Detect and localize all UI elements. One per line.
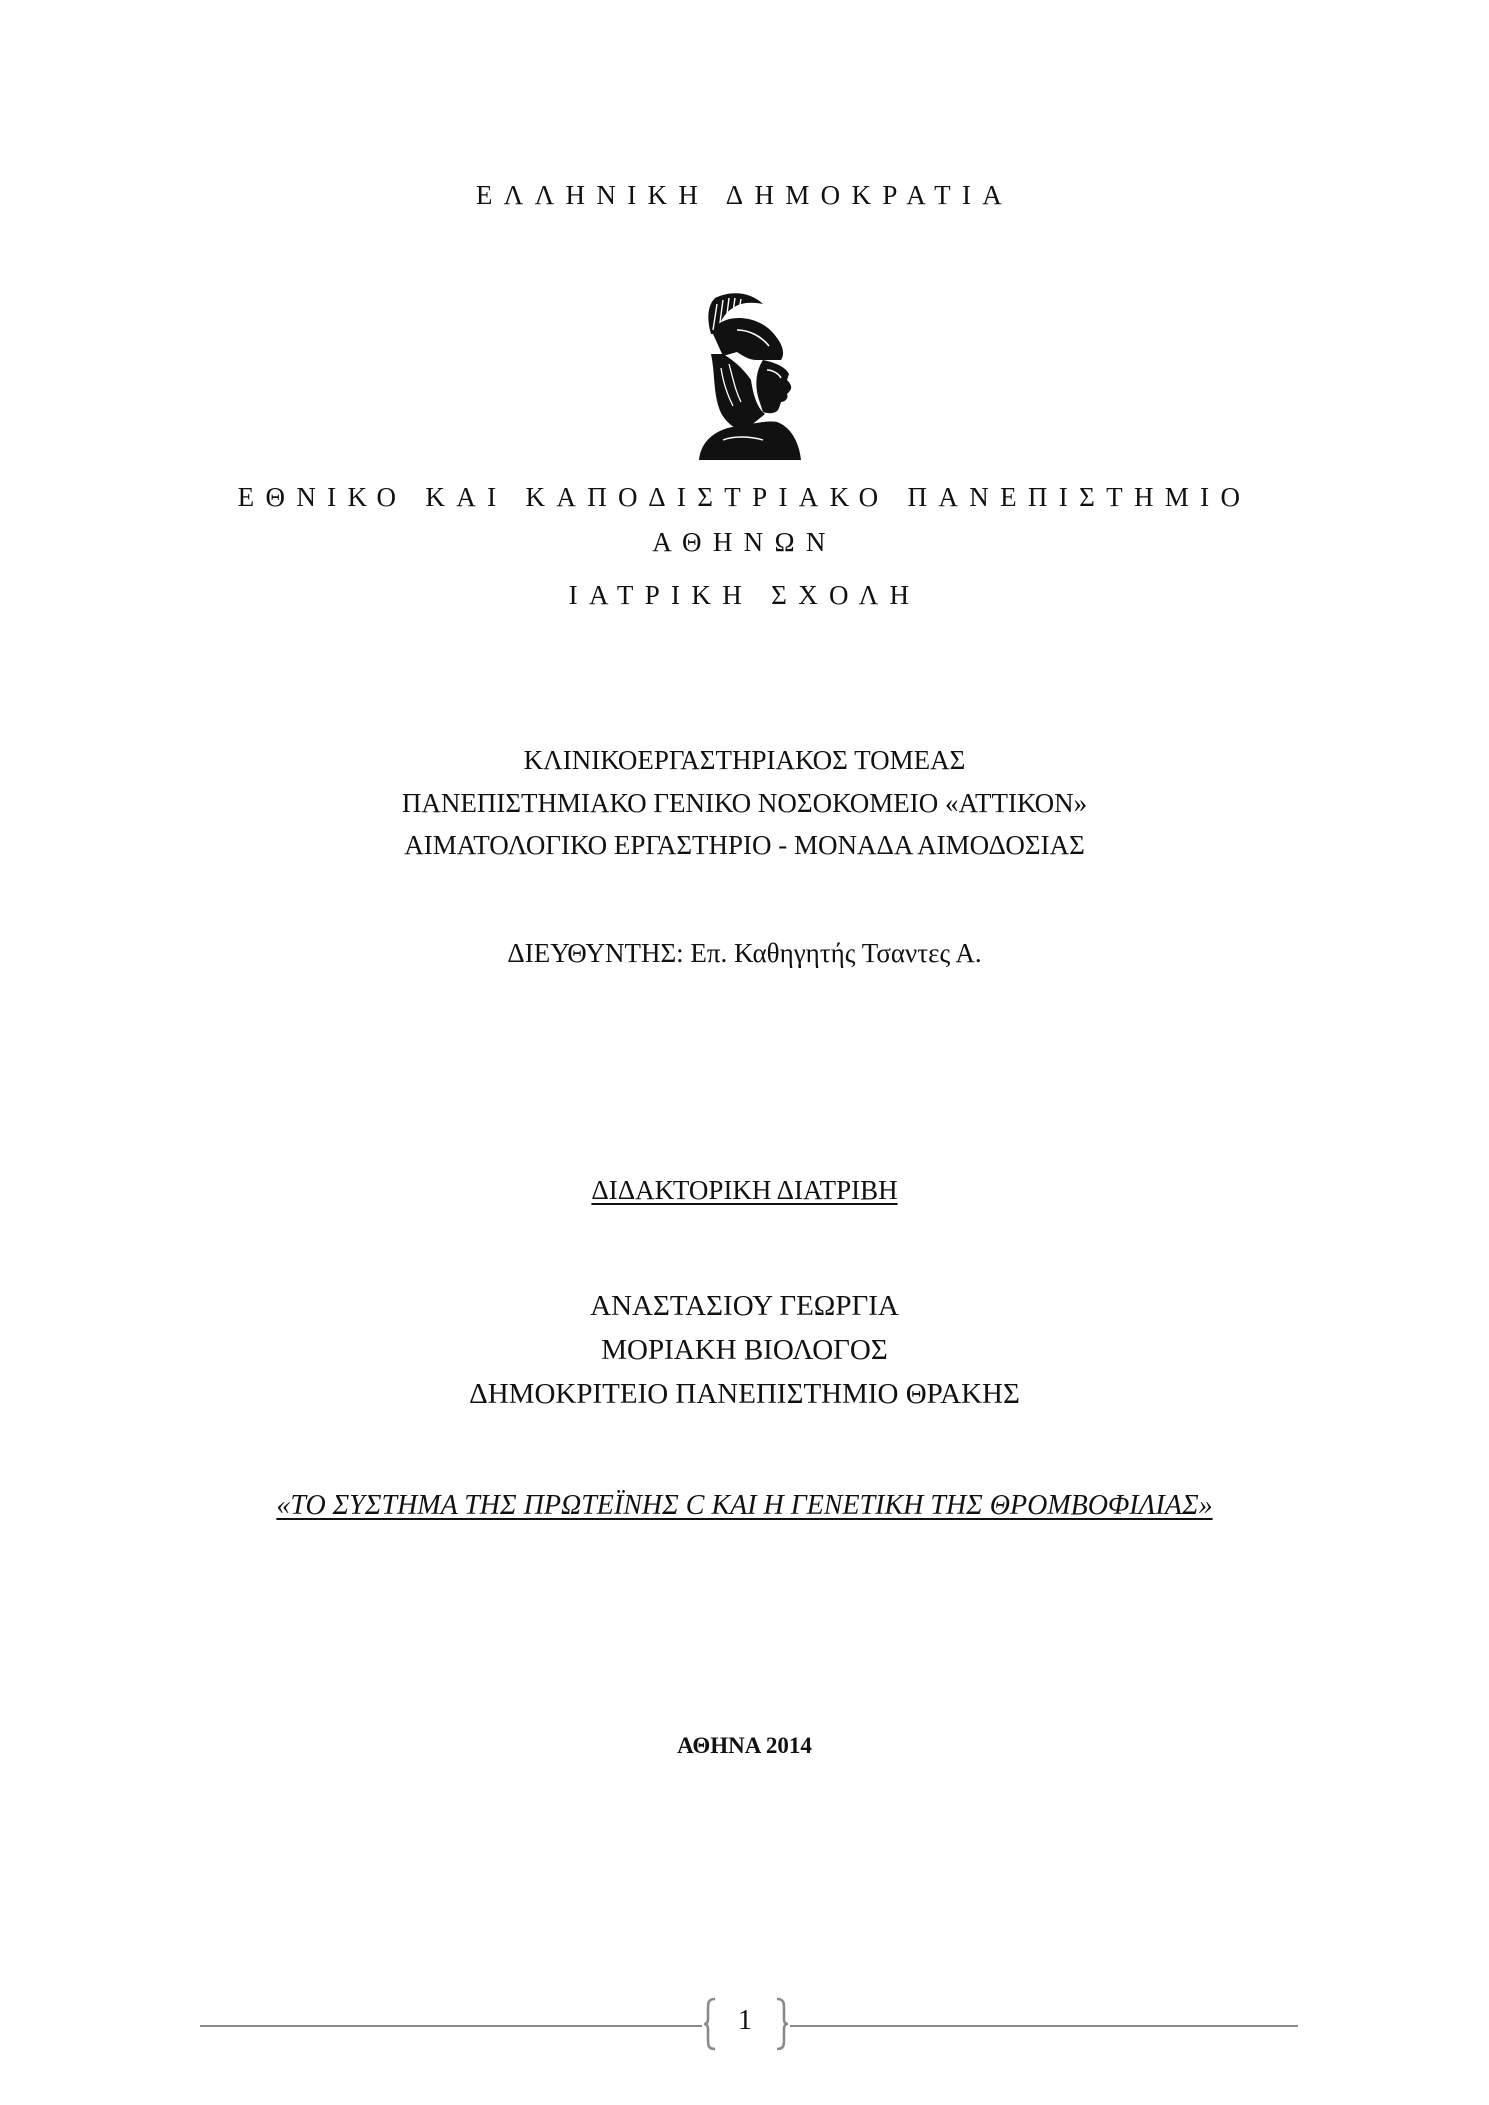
right-brace-icon <box>774 1997 790 2051</box>
author-name: ΑΝΑΣΤΑΣΙΟΥ ΓΕΩΡΓΙΑ <box>590 1290 899 1322</box>
sector-name: ΚΛΙΝΙΚΟΕΡΓΑΣΤΗΡΙΑΚΟΣ ΤΟΜΕΑΣ <box>523 745 966 775</box>
university-name-line2: ΑΘΗΝΩΝ <box>652 527 837 557</box>
thesis-title: «ΤΟ ΣΥΣΤΗΜΑ ΤΗΣ ΠΡΩΤΕΪΝΗΣ C ΚΑΙ Η ΓΕΝΕΤΙΚΗ ΤΗΣ ΘΡΟΜΒΟΦΙΛΙΑΣ» <box>276 1490 1213 1521</box>
footer-rule-right <box>790 2025 1298 2027</box>
author-profession: ΜΟΡΙΑΚΗ ΒΙΟΛΟΓΟΣ <box>601 1334 888 1366</box>
left-brace-icon <box>702 1997 718 2051</box>
university-name-line1: ΕΘΝΙΚΟ ΚΑΙ ΚΑΠΟΔΙΣΤΡΙΑΚΟ ΠΑΝΕΠΙΣΤΗΜΙΟ <box>237 482 1252 512</box>
lab-name: ΑΙΜΑΤΟΛΟΓΙΚΟ ΕΡΓΑΣΤΗΡΙΟ - ΜΟΝΑΔΑ ΑΙΜΟΔΟΣΙΑΣ <box>404 830 1085 860</box>
thesis-type-heading: ΔΙΔΑΚΤΟΡΙΚΗ ΔΙΑΤΡΙΒΗ <box>591 1175 898 1205</box>
author-affiliation: ΔΗΜΟΚΡΙΤΕΙΟ ΠΑΝΕΠΙΣΤΗΜΙΟ ΘΡΑΚΗΣ <box>469 1378 1020 1410</box>
page-number: 1 <box>738 2005 752 2036</box>
director-line: ΔΙΕΥΘΥΝΤΗΣ: Επ. Καθηγητής Τσαντες Α. <box>507 938 982 968</box>
republic-heading: ΕΛΛΗΝΙΚΗ ΔΗΜΟΚΡΑΤΙΑ <box>475 180 1014 210</box>
hospital-name: ΠΑΝΕΠΙΣΤΗΜΙΑΚΟ ΓΕΝΙΚΟ ΝΟΣΟΚΟΜΕΙΟ «ΑΤΤΙΚΟΝ» <box>401 788 1088 818</box>
athena-emblem-icon <box>693 290 808 465</box>
footer-rule-left <box>200 2025 702 2027</box>
place-year: ΑΘΗΝΑ 2014 <box>677 1733 812 1758</box>
school-name: ΙΑΤΡΙΚΗ ΣΧΟΛΗ <box>568 580 921 610</box>
